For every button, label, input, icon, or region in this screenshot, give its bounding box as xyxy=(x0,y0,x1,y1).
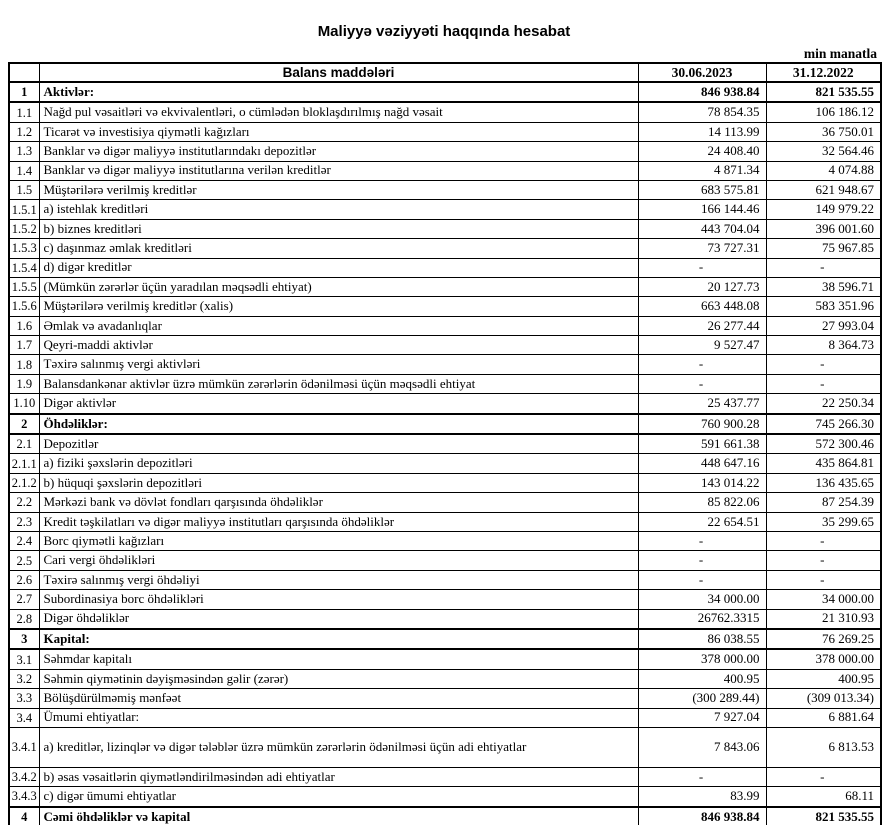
row-value-2022: 136 435.65 xyxy=(766,473,881,492)
row-no: 2.3 xyxy=(9,512,39,531)
table-row xyxy=(9,219,881,238)
row-value-2023: - xyxy=(638,570,766,589)
row-item-label: Banklar və digər maliyyə institutlarına verilən kreditlər xyxy=(39,161,638,180)
table-row xyxy=(9,669,881,688)
table-row xyxy=(9,531,881,550)
row-item-label: Nağd pul vəsaitləri və ekvivalentləri, o cümlədən bloklaşdırılmış nağd vəsait xyxy=(39,102,638,122)
row-item-label: Kapital: xyxy=(39,629,638,649)
row-value-2022: - xyxy=(766,258,881,277)
table-row xyxy=(9,277,881,296)
row-value-2022: - xyxy=(766,374,881,393)
row-item-label: a) kreditlər, lizinqlər və digər tələblər üzrə mümkün zərərlərin ödənilməsi üçün adi ehtiyatlar xyxy=(39,727,638,767)
table-row xyxy=(9,473,881,492)
row-no: 2.6 xyxy=(9,570,39,589)
row-value-2023: 73 727.31 xyxy=(638,239,766,258)
row-value-2022: 68.11 xyxy=(766,787,881,807)
row-value-2023: - xyxy=(638,355,766,374)
table-row xyxy=(9,807,881,825)
unit-note: min manatla xyxy=(803,46,877,61)
row-no: 2.4 xyxy=(9,531,39,550)
row-value-2023: 26762.3315 xyxy=(638,609,766,629)
table-row xyxy=(9,414,881,434)
row-item-label: Öhdəliklər: xyxy=(39,414,638,434)
row-value-2023: - xyxy=(638,767,766,786)
row-value-2022: 378 000.00 xyxy=(766,649,881,669)
table-row xyxy=(9,258,881,277)
table-row xyxy=(9,142,881,161)
row-value-2022: (309 013.34) xyxy=(766,689,881,708)
row-item-label: Balansdankənar aktivlər üzrə mümkün zərərlərin ödənilməsi üçün məqsədli ehtiyat xyxy=(39,374,638,393)
row-no: 2.1.2 xyxy=(9,473,39,492)
table-row xyxy=(9,316,881,335)
row-no: 1.5 xyxy=(9,180,39,199)
row-value-2023: 683 575.81 xyxy=(638,180,766,199)
row-no: 4 xyxy=(9,807,39,825)
row-item-label: b) biznes kreditləri xyxy=(39,219,638,238)
row-no: 2.5 xyxy=(9,551,39,570)
table-row xyxy=(9,493,881,512)
row-value-2023: 86 038.55 xyxy=(638,629,766,649)
row-value-2023: 166 144.46 xyxy=(638,200,766,219)
row-value-2022: 32 564.46 xyxy=(766,142,881,161)
row-value-2023: 25 437.77 xyxy=(638,394,766,414)
row-no: 1.10 xyxy=(9,394,39,414)
row-item-label: Depozitlər xyxy=(39,434,638,454)
table-row xyxy=(9,609,881,629)
row-value-2022: 34 000.00 xyxy=(766,590,881,609)
header-no xyxy=(9,63,39,82)
row-value-2022: 621 948.67 xyxy=(766,180,881,199)
row-item-label: c) digər ümumi ehtiyatlar xyxy=(39,787,638,807)
row-item-label: Mərkəzi bank və dövlət fondları qarşısında öhdəliklər xyxy=(39,493,638,512)
row-value-2022: 22 250.34 xyxy=(766,394,881,414)
row-value-2023: 760 900.28 xyxy=(638,414,766,434)
row-no: 3.1 xyxy=(9,649,39,669)
row-no: 2.8 xyxy=(9,609,39,629)
row-value-2022: 8 364.73 xyxy=(766,336,881,355)
row-value-2022: 27 993.04 xyxy=(766,316,881,335)
row-no: 1.5.6 xyxy=(9,297,39,316)
row-no: 1.5.4 xyxy=(9,258,39,277)
row-item-label: d) digər kreditlər xyxy=(39,258,638,277)
row-value-2022: - xyxy=(766,531,881,550)
table-row xyxy=(9,551,881,570)
row-value-2023: 378 000.00 xyxy=(638,649,766,669)
row-value-2023: 400.95 xyxy=(638,669,766,688)
row-item-label: Səhmin qiymətinin dəyişməsindən gəlir (zərər) xyxy=(39,669,638,688)
table-row xyxy=(9,708,881,727)
table-row xyxy=(9,767,881,786)
table-row xyxy=(9,122,881,141)
row-value-2023: 7 843.06 xyxy=(638,727,766,767)
header-date-2022: 31.12.2022 xyxy=(766,63,881,82)
table-row xyxy=(9,512,881,531)
table-row xyxy=(9,590,881,609)
row-value-2023: (300 289.44) xyxy=(638,689,766,708)
row-item-label: Ticarət və investisiya qiymətli kağızları xyxy=(39,122,638,141)
row-no: 3.4 xyxy=(9,708,39,727)
row-item-label: Müştərilərə verilmiş kreditlər xyxy=(39,180,638,199)
row-value-2022: 572 300.46 xyxy=(766,434,881,454)
row-item-label: Cəmi öhdəliklər və kapital xyxy=(39,807,638,825)
row-value-2022: 35 299.65 xyxy=(766,512,881,531)
table-row xyxy=(9,82,881,102)
table-header-row xyxy=(9,63,881,82)
row-no: 3.4.3 xyxy=(9,787,39,807)
row-item-label: Təxirə salınmış vergi aktivləri xyxy=(39,355,638,374)
table-row xyxy=(9,102,881,122)
row-value-2022: 435 864.81 xyxy=(766,454,881,473)
table-row xyxy=(9,787,881,807)
row-value-2022: - xyxy=(766,551,881,570)
row-value-2022: 76 269.25 xyxy=(766,629,881,649)
row-value-2022: 745 266.30 xyxy=(766,414,881,434)
row-item-label: Səhmdar kapitalı xyxy=(39,649,638,669)
page-title: Maliyyə vəziyyəti haqqında hesabat xyxy=(317,23,571,40)
row-value-2023: 20 127.73 xyxy=(638,277,766,296)
row-value-2023: - xyxy=(638,374,766,393)
table-row xyxy=(9,649,881,669)
row-value-2023: 143 014.22 xyxy=(638,473,766,492)
row-no: 1.7 xyxy=(9,336,39,355)
row-value-2023: 846 938.84 xyxy=(638,807,766,825)
row-value-2023: 78 854.35 xyxy=(638,102,766,122)
header-balance-items: Balans maddələri xyxy=(39,63,638,82)
row-value-2022: 6 881.64 xyxy=(766,708,881,727)
row-item-label: Bölüşdürülməmiş mənfəət xyxy=(39,689,638,708)
row-no: 1.9 xyxy=(9,374,39,393)
row-no: 1.5.3 xyxy=(9,239,39,258)
row-item-label: Borc qiymətli kağızları xyxy=(39,531,638,550)
row-value-2023: 85 822.06 xyxy=(638,493,766,512)
table-row xyxy=(9,434,881,454)
row-no: 1.8 xyxy=(9,355,39,374)
row-value-2023: 7 927.04 xyxy=(638,708,766,727)
row-value-2022: - xyxy=(766,355,881,374)
row-item-label: Subordinasiya borc öhdəlikləri xyxy=(39,590,638,609)
row-value-2023: 846 938.84 xyxy=(638,82,766,102)
row-item-label: Digər öhdəliklər xyxy=(39,609,638,629)
row-item-label: Banklar və digər maliyyə institutlarındakı depozitlər xyxy=(39,142,638,161)
row-item-label: Müştərilərə verilmiş kreditlər (xalis) xyxy=(39,297,638,316)
row-value-2023: 83.99 xyxy=(638,787,766,807)
row-no: 1.4 xyxy=(9,161,39,180)
row-no: 3.3 xyxy=(9,689,39,708)
row-value-2023: 448 647.16 xyxy=(638,454,766,473)
row-item-label: Aktivlər: xyxy=(39,82,638,102)
row-no: 3.2 xyxy=(9,669,39,688)
row-no: 1.5.5 xyxy=(9,277,39,296)
table-row xyxy=(9,394,881,414)
row-value-2023: - xyxy=(638,258,766,277)
row-no: 1.5.2 xyxy=(9,219,39,238)
table-row xyxy=(9,297,881,316)
row-value-2022: 400.95 xyxy=(766,669,881,688)
row-no: 1 xyxy=(9,82,39,102)
row-value-2022: 583 351.96 xyxy=(766,297,881,316)
row-item-label: b) hüquqi şəxslərin depozitləri xyxy=(39,473,638,492)
row-no: 1.1 xyxy=(9,102,39,122)
row-value-2022: - xyxy=(766,767,881,786)
row-no: 1.5.1 xyxy=(9,200,39,219)
row-value-2022: 821 535.55 xyxy=(766,82,881,102)
table-row xyxy=(9,355,881,374)
row-value-2022: 149 979.22 xyxy=(766,200,881,219)
row-value-2023: 663 448.08 xyxy=(638,297,766,316)
row-value-2023: 24 408.40 xyxy=(638,142,766,161)
row-item-label: Kredit təşkilatları və digər maliyyə institutları qarşısında öhdəliklər xyxy=(39,512,638,531)
row-value-2022: 4 074.88 xyxy=(766,161,881,180)
row-item-label: b) əsas vəsaitlərin qiymətləndirilməsindən adi ehtiyatlar xyxy=(39,767,638,786)
row-value-2023: 26 277.44 xyxy=(638,316,766,335)
row-value-2022: 38 596.71 xyxy=(766,277,881,296)
row-no: 2.7 xyxy=(9,590,39,609)
row-value-2023: 591 661.38 xyxy=(638,434,766,454)
row-item-label: Qeyri-maddi aktivlər xyxy=(39,336,638,355)
row-value-2022: 36 750.01 xyxy=(766,122,881,141)
table-row xyxy=(9,454,881,473)
row-value-2023: 443 704.04 xyxy=(638,219,766,238)
row-item-label: Cari vergi öhdəlikləri xyxy=(39,551,638,570)
table-row xyxy=(9,239,881,258)
table-row xyxy=(9,570,881,589)
row-no: 3.4.1 xyxy=(9,727,39,767)
table-row xyxy=(9,374,881,393)
row-item-label: c) daşınmaz əmlak kreditləri xyxy=(39,239,638,258)
row-value-2022: 21 310.93 xyxy=(766,609,881,629)
table-row xyxy=(9,336,881,355)
row-value-2023: 14 113.99 xyxy=(638,122,766,141)
table-row xyxy=(9,161,881,180)
row-item-label: (Mümkün zərərlər üçün yaradılan məqsədli ehtiyat) xyxy=(39,277,638,296)
row-value-2022: 396 001.60 xyxy=(766,219,881,238)
row-item-label: Ümumi ehtiyatlar: xyxy=(39,708,638,727)
row-value-2023: 9 527.47 xyxy=(638,336,766,355)
row-value-2023: 34 000.00 xyxy=(638,590,766,609)
table-row xyxy=(9,727,881,767)
table-row xyxy=(9,689,881,708)
row-value-2022: - xyxy=(766,570,881,589)
row-value-2023: 22 654.51 xyxy=(638,512,766,531)
row-no: 1.3 xyxy=(9,142,39,161)
row-value-2023: - xyxy=(638,551,766,570)
row-no: 3 xyxy=(9,629,39,649)
row-value-2023: 4 871.34 xyxy=(638,161,766,180)
row-no: 2.1 xyxy=(9,434,39,454)
row-item-label: Digər aktivlər xyxy=(39,394,638,414)
row-item-label: a) fiziki şəxslərin depozitləri xyxy=(39,454,638,473)
header-date-2023: 30.06.2023 xyxy=(638,63,766,82)
table-row xyxy=(9,200,881,219)
table-row xyxy=(9,180,881,199)
row-no: 2 xyxy=(9,414,39,434)
row-value-2022: 75 967.85 xyxy=(766,239,881,258)
row-no: 1.6 xyxy=(9,316,39,335)
row-item-label: Əmlak və avadanlıqlar xyxy=(39,316,638,335)
row-no: 3.4.2 xyxy=(9,767,39,786)
balance-sheet-table xyxy=(8,62,882,825)
row-item-label: a) istehlak kreditləri xyxy=(39,200,638,219)
row-no: 2.2 xyxy=(9,493,39,512)
row-value-2023: - xyxy=(638,531,766,550)
row-value-2022: 821 535.55 xyxy=(766,807,881,825)
row-value-2022: 106 186.12 xyxy=(766,102,881,122)
row-value-2022: 6 813.53 xyxy=(766,727,881,767)
row-no: 2.1.1 xyxy=(9,454,39,473)
table-row xyxy=(9,629,881,649)
balance-table-body xyxy=(9,82,881,825)
row-no: 1.2 xyxy=(9,122,39,141)
row-value-2022: 87 254.39 xyxy=(766,493,881,512)
row-item-label: Təxirə salınmış vergi öhdəliyi xyxy=(39,570,638,589)
